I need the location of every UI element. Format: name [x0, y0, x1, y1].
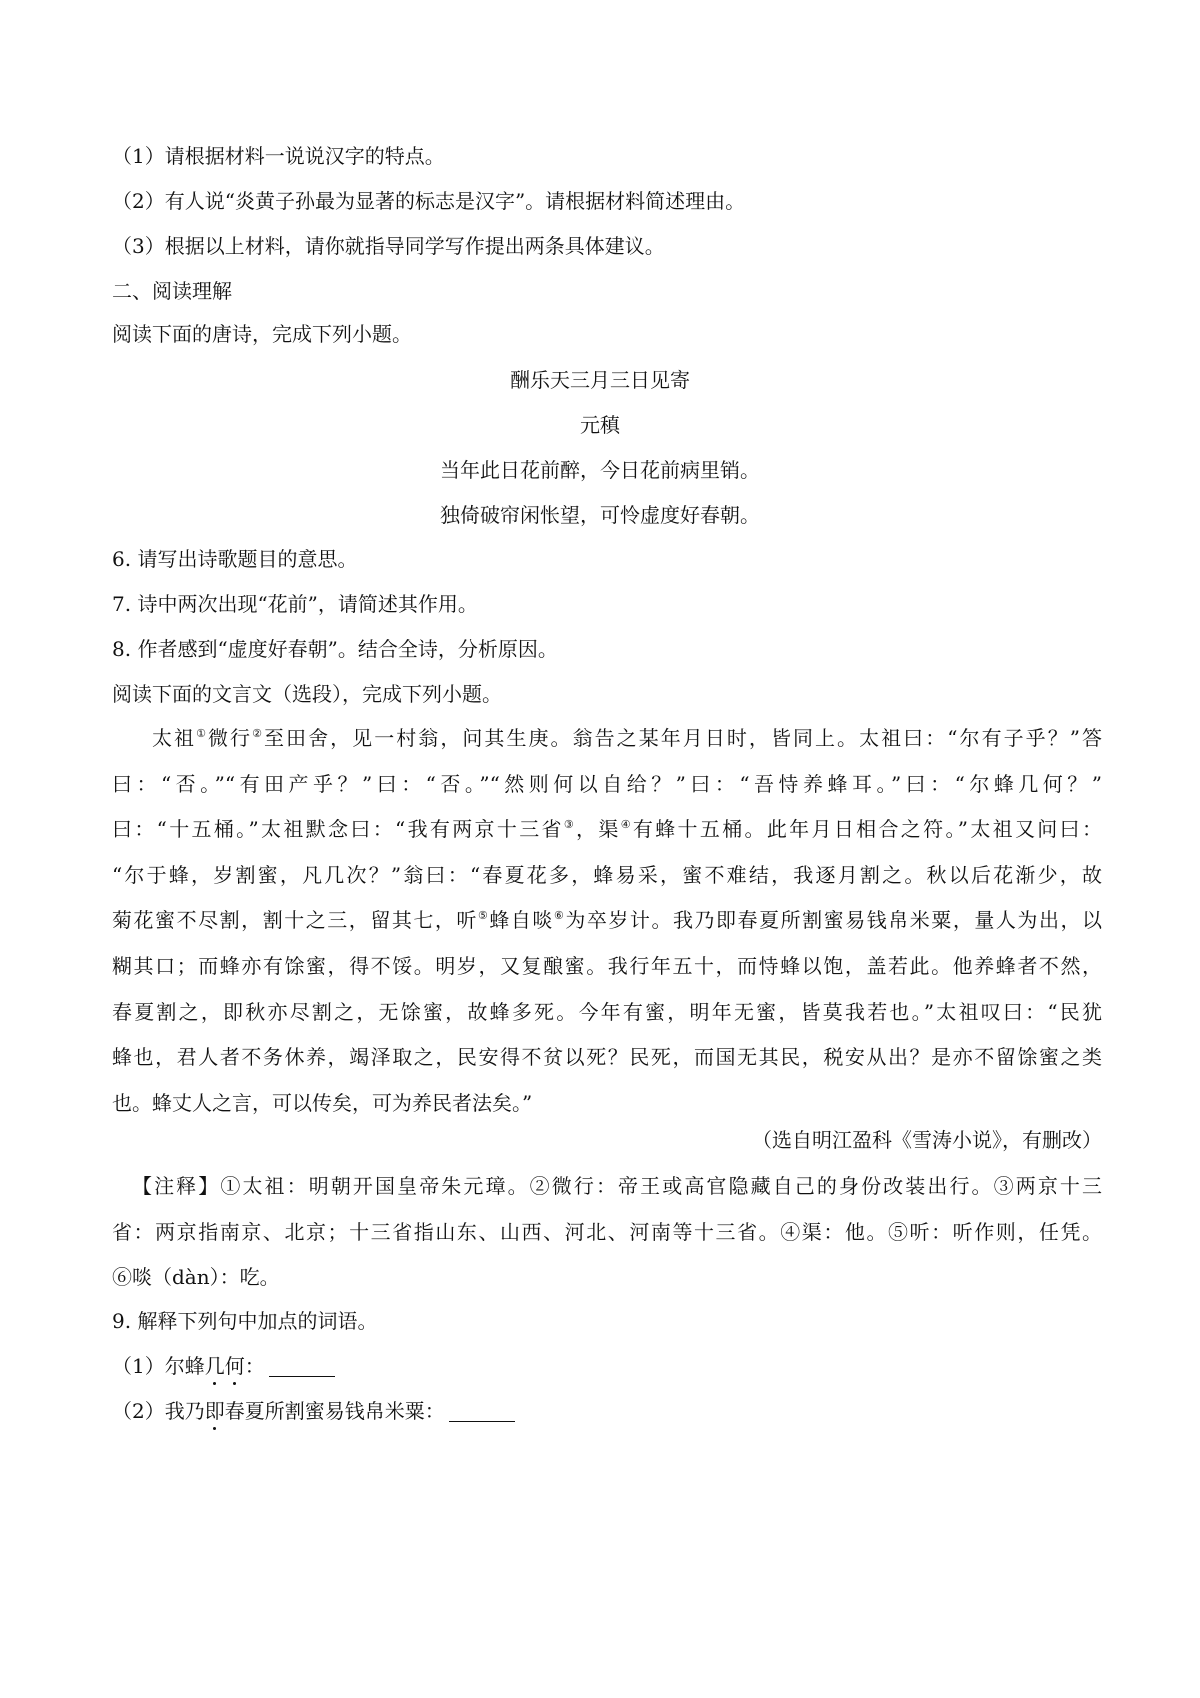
passage-text: 有蜂十五桶。此年月日相合之符。”太祖又问曰： — [632, 817, 1102, 842]
passage-line: 春夏割之，即秋亦尽割之，无馀蜜，故蜂多死。今年有蜜，明年无蜜，皆莫我若也。”太祖叹曰：“民犹 — [112, 999, 1102, 1024]
passage-text: ，渠 — [576, 817, 621, 842]
note-marker: ① — [196, 727, 208, 740]
passage-text: 曰：“十五桶。”太祖默念曰：“我有两京十三省 — [112, 817, 564, 842]
note-marker: ⑤ — [477, 909, 490, 923]
section-heading: 二、阅读理解 — [112, 279, 232, 303]
annotation-line: 省：两京指南京、北京；十三省指山东、山西、河北、河南等十三省。④渠：他。⑤听：听作则，任凭。 — [112, 1219, 1102, 1244]
dotted-word: 何 — [224, 1354, 245, 1378]
passage-line — [112, 724, 1102, 752]
answer-blank[interactable] — [449, 1399, 515, 1422]
annotations — [112, 1172, 1102, 1309]
poem-line-2: 独倚破帘闲怅望，可怜虚度好春朝。 — [440, 503, 760, 527]
passage-text: 微行 — [208, 726, 253, 750]
annotation-line: 【注释】①太祖：明朝开国皇帝朱元璋。②微行：帝王或高官隐藏自己的身份改装出行。③两京十三 — [132, 1174, 1102, 1198]
passage-text: 菊花蜜不尽割，割十之三，留其七，听 — [112, 908, 478, 933]
poem-title: 酬乐天三月三日见寄 — [510, 368, 690, 392]
passage-line: 曰：“否。”“有田产乎？”曰：“否。”“然则何以自给？”曰：“吾恃养蜂耳。”曰：“尔蜂几何？” — [112, 771, 1102, 796]
question-3: （3）根据以上材料，请你就指导同学写作提出两条具体建议。 — [112, 234, 665, 258]
dotted-word: 即 — [204, 1399, 225, 1423]
question-7: 7. 诗中两次出现“花前”，请简述其作用。 — [112, 592, 478, 616]
question-9-item-1 — [112, 1352, 335, 1380]
item-text: （2）我乃 — [112, 1399, 205, 1423]
answer-blank[interactable] — [269, 1354, 335, 1377]
dotted-word: 几 — [204, 1354, 225, 1378]
question-9: 9. 解释下列句中加点的词语。 — [112, 1309, 378, 1333]
classical-passage — [112, 724, 1102, 1134]
source-citation: （选自明江盈科《雪涛小说》，有删改） — [752, 1128, 1102, 1152]
passage-line: “尔于蜂，岁割蜜，凡几次？”翁曰：“春夏花多，蜂易采，蜜不难结，我逐月割之。秋以后花渐少，故 — [112, 862, 1102, 887]
passage-line: 糊其口；而蜂亦有馀蜜，得不馁。明岁，又复酿蜜。我行年五十，而恃蜂以饱，盖若此。他养蜂者不然， — [112, 953, 1102, 978]
note-marker: ② — [252, 727, 264, 740]
passage-line: 也。蜂丈人之言，可以传矣，可为养民者法矣。” — [112, 1090, 533, 1115]
question-8: 8. 作者感到“虚度好春朝”。结合全诗，分析原因。 — [112, 637, 558, 661]
question-2: （2）有人说“炎黄子孙最为显著的标志是汉字”。请根据材料简述理由。 — [112, 189, 746, 213]
poem-author: 元稹 — [580, 413, 620, 437]
note-marker: ④ — [620, 818, 633, 832]
poem-intro: 阅读下面的唐诗，完成下列小题。 — [112, 322, 412, 346]
question-1: （1）请根据材料一说说汉字的特点。 — [112, 144, 445, 168]
item-text: （1）尔蜂 — [112, 1354, 205, 1378]
item-text: ： — [244, 1354, 265, 1378]
passage-text: 至田舍，见一村翁，问其生庚。翁告之某年月日时，皆同上。太祖曰：“尔有子乎？”答 — [264, 726, 1103, 750]
note-marker: ⑥ — [553, 909, 566, 923]
item-text: 春夏所割蜜易钱帛米粟： — [224, 1399, 445, 1423]
passage-text: 为卒岁计。我乃即春夏所割蜜易钱帛米粟，量人为出，以 — [565, 908, 1102, 933]
question-6: 6. 请写出诗歌题目的意思。 — [112, 547, 358, 571]
passage-text: 太祖 — [152, 726, 197, 750]
passage-line — [112, 815, 1102, 843]
annotation-line: ⑥啖（dàn）：吃。 — [112, 1265, 280, 1290]
question-9-item-2 — [112, 1397, 515, 1425]
passage-line: 蜂也，君人者不务休养，竭泽取之，民安得不贫以死？民死，而国无其民，税安从出？是亦不留馀蜜之类 — [112, 1045, 1102, 1070]
note-marker: ③ — [563, 818, 577, 832]
poem-line-1: 当年此日花前醉，今日花前病里销。 — [440, 458, 760, 482]
classical-intro: 阅读下面的文言文（选段），完成下列小题。 — [112, 682, 502, 706]
passage-line — [112, 906, 1102, 934]
passage-text: 蜂自啖 — [489, 908, 554, 933]
